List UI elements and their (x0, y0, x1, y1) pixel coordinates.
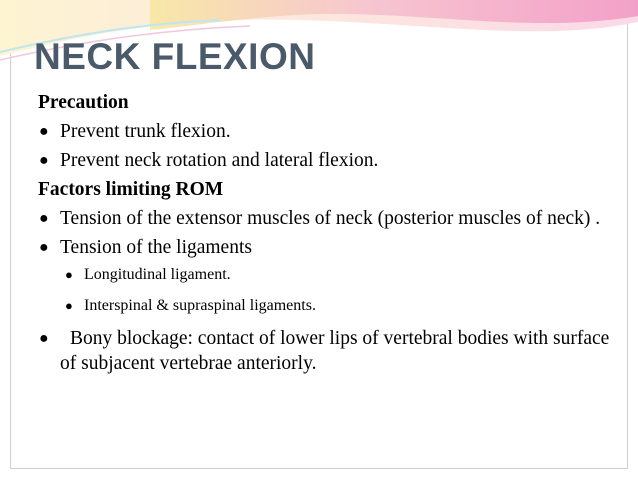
slide-title: NECK FLEXION (34, 36, 316, 77)
bullet-icon: ● (39, 239, 49, 256)
bullet-icon: ● (39, 123, 49, 140)
list-item-text: Prevent trunk flexion. (60, 121, 231, 142)
list-item-text: Tension of the ligaments (60, 237, 252, 258)
heading-factors-limiting-rom: Factors limiting ROM (38, 179, 224, 200)
list-item (38, 119, 618, 144)
list-item (38, 206, 618, 231)
list-item-text: Bony blockage: contact of lower lips of vertebral bodies with surface of subjacent vertebrae anteriorly. (60, 328, 610, 374)
list-item (38, 148, 618, 173)
sub-list-item (38, 264, 618, 286)
sub-list-item-text: Longitudinal ligament. (84, 266, 231, 283)
bullet-icon: ● (39, 152, 49, 169)
heading-precaution: Precaution (38, 92, 129, 113)
list-item (38, 235, 618, 260)
sub-list-item (38, 295, 618, 317)
sub-list-item-text: Interspinal & supraspinal ligaments. (84, 297, 316, 314)
bullet-icon: ● (65, 267, 73, 282)
bullet-icon: ● (65, 298, 73, 313)
list-item-text: Prevent neck rotation and lateral flexion. (60, 150, 379, 171)
slide-content (38, 90, 618, 380)
list-item-text: Tension of the extensor muscles of neck (posterior muscles of neck) . (60, 208, 601, 229)
list-item (38, 326, 618, 376)
bullet-icon: ● (39, 210, 49, 227)
bullet-icon: ● (39, 330, 49, 347)
